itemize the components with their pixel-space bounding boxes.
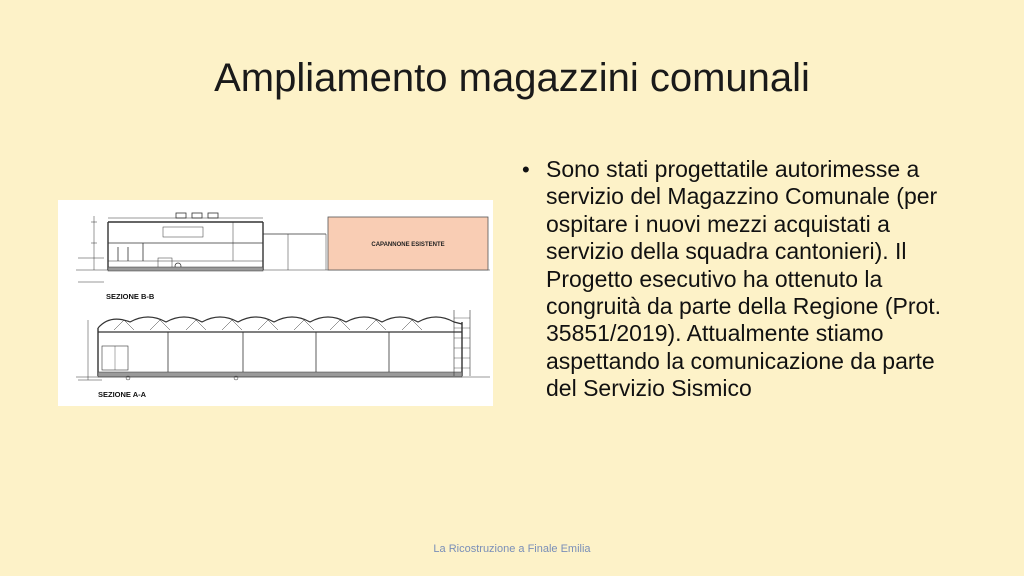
bullet-text: Sono stati progettatile autorimesse a servizio del Magazzino Comunale (per ospitare i nuovi mezzi acquistati a servizio della squadra cantonieri). Il Progetto esecutivo ha ottenuto la congruità da parte della Regione (Prot. 35851/2019). Attualmente stiamo aspettando la comunicazione da parte del Servizio Sismico [546, 156, 942, 402]
slide-title: Ampliamento magazzini comunali [214, 56, 810, 100]
existing-shed-label: CAPANNONE ESISTENTE [371, 242, 445, 248]
bullet-dot-icon: • [522, 157, 530, 182]
section-bb-label: SEZIONE B-B [106, 292, 155, 301]
section-aa-drawing [76, 310, 490, 380]
section-aa-label: SEZIONE A-A [98, 390, 147, 399]
bullet-item [520, 156, 960, 403]
slide-footer: La Ricostruzione a Finale Emilia [433, 543, 591, 555]
architectural-section-drawing [58, 200, 493, 406]
bullet-list [520, 156, 960, 403]
